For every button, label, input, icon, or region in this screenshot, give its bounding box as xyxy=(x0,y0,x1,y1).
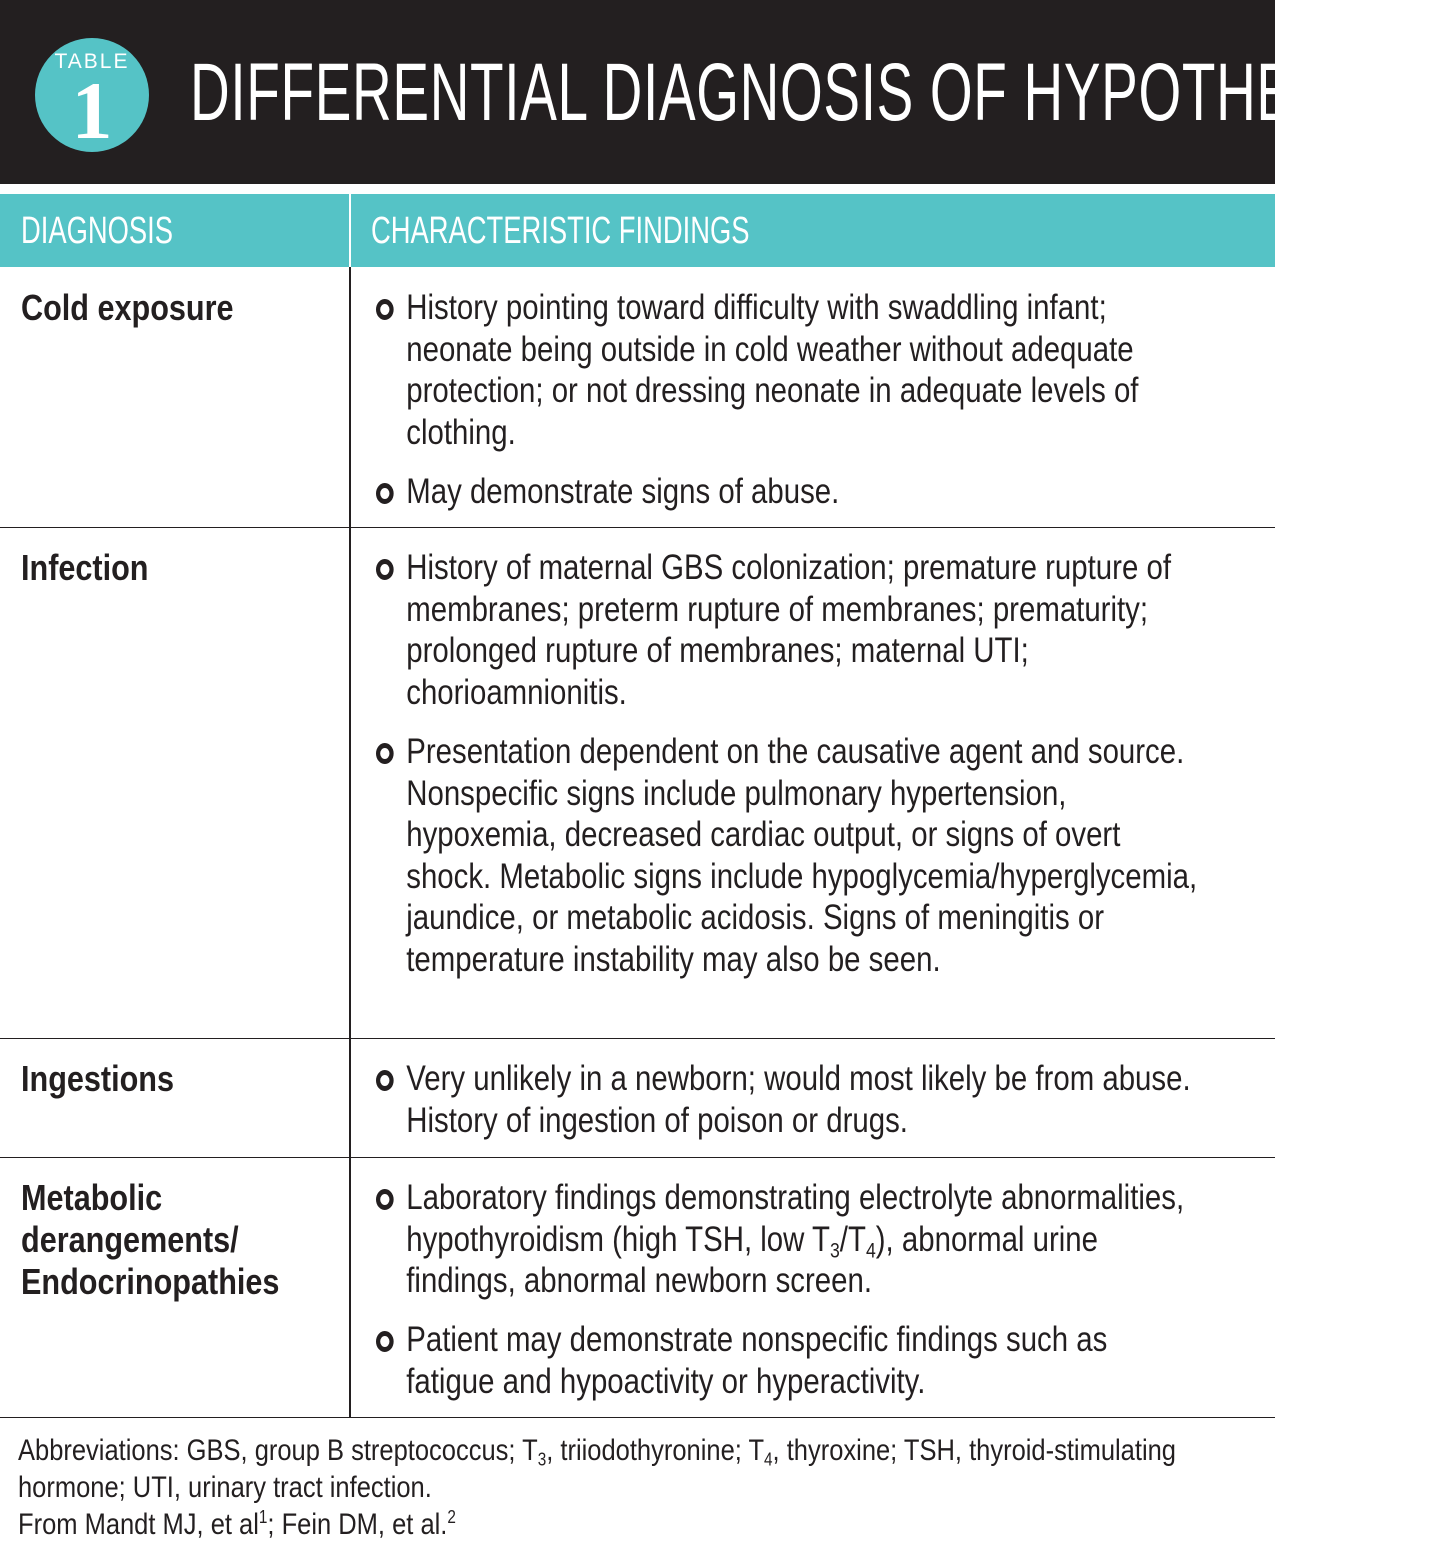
circle-bullet-icon xyxy=(376,743,394,764)
circle-bullet-icon xyxy=(376,483,394,504)
column-header-findings: CHARACTERISTIC FINDINGS xyxy=(371,210,750,252)
finding-text: Presentation dependent on the causative agent and source. Nonspecific signs include pulmonary hypertension, hypoxemia, decreased cardiac output, or signs of overt shock. Metabolic signs include hypoglycemia/hyperglycemia, jaundice, or metabolic acidosis. Signs of meningitis or temperature instability may also be seen. xyxy=(406,732,1198,979)
badge-number: 1 xyxy=(71,65,113,156)
badge-label: TABLE xyxy=(54,50,130,73)
table-number-badge xyxy=(35,38,149,156)
diagnosis-line: Endocrinopathies xyxy=(21,1261,280,1302)
table-header-bar xyxy=(0,0,1434,184)
finding-text: May demonstrate signs of abuse. xyxy=(406,472,840,511)
source-footnote: From Mandt MJ, et $al^1$; Fein DM, et al.$^2$ xyxy=(18,1507,456,1541)
finding-text: History pointing toward difficulty with swaddling infant; neonate being outside in cold weather without adequate protection; or not dressing neonate in adequate levels of clothing. xyxy=(406,288,1139,452)
finding-item xyxy=(376,1058,1199,1141)
diagnosis-metabolic xyxy=(21,1177,293,1303)
finding-item xyxy=(376,547,1199,713)
finding-item xyxy=(376,287,1199,453)
diagnosis-ingestions: Ingestions xyxy=(21,1058,175,1099)
circle-bullet-icon xyxy=(376,299,394,320)
finding-text: Laboratory findings demonstrating electrolyte abnormalities, hypothyroidism (high TSH, low $T_3/T_4$), abnormal urine findings, abnormal newborn screen. xyxy=(406,1178,1185,1300)
diagnosis-infection: Infection xyxy=(21,547,149,588)
finding-item xyxy=(376,471,1199,513)
row-divider xyxy=(0,1038,1275,1039)
finding-text: Very unlikely in a newborn; would most likely be from abuse. History of ingestion of poison or drugs. xyxy=(406,1059,1191,1140)
finding-item xyxy=(376,1177,1199,1302)
abbreviations-footnote: Abbreviations: GBS, group B streptococcus; $T_3$, triiodothyronine; $T_4$, thyroxine; TSH, thyroid-stimulating hormone; UTI, urinary tract infection. xyxy=(18,1434,1176,1504)
circle-bullet-icon xyxy=(376,1331,394,1352)
column-divider xyxy=(349,267,351,1417)
circle-bullet-icon xyxy=(376,559,394,580)
diagnosis-line: Metabolic xyxy=(21,1177,163,1218)
row-divider xyxy=(0,1157,1275,1158)
column-header-row xyxy=(0,194,1275,267)
finding-item xyxy=(376,731,1199,980)
circle-bullet-icon xyxy=(376,1070,394,1091)
row-divider xyxy=(0,1417,1275,1418)
table-title: DIFFERENTIAL DIAGNOSIS OF HYPOTHERMIA xyxy=(190,47,1434,138)
row-divider xyxy=(0,527,1275,528)
finding-text: Patient may demonstrate nonspecific findings such as fatigue and hypoactivity or hyperactivity. xyxy=(406,1320,1108,1401)
column-header-diagnosis: DIAGNOSIS xyxy=(21,210,174,252)
circle-bullet-icon xyxy=(376,1189,394,1210)
finding-text: History of maternal GBS colonization; premature rupture of membranes; preterm rupture of membranes; prematurity; prolonged rupture of membranes; maternal UTI; chorioamnionitis. xyxy=(406,548,1171,712)
diagnosis-line: derangements/ xyxy=(21,1219,239,1260)
finding-item xyxy=(376,1319,1199,1402)
diagnosis-cold-exposure: Cold exposure xyxy=(21,287,234,328)
column-header-divider xyxy=(349,194,351,267)
